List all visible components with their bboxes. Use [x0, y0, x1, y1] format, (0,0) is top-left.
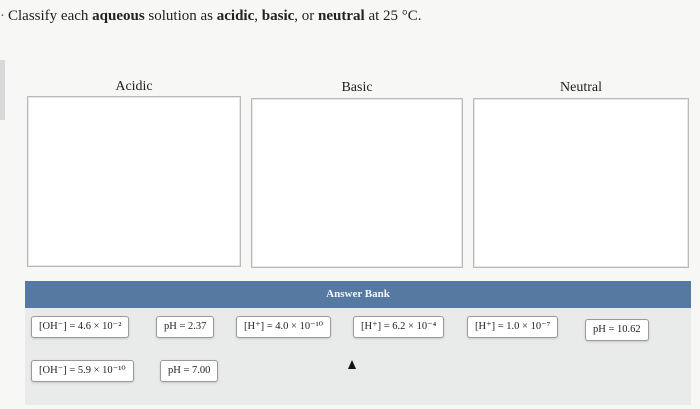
answer-bank-header: Answer Bank — [25, 281, 691, 308]
basic-drop-zone[interactable] — [251, 98, 463, 268]
answer-chip[interactable]: pH = 7.00 — [160, 360, 218, 382]
neutral-label: Neutral — [560, 80, 602, 95]
prompt-bold-neutral: neutral — [318, 8, 365, 24]
answer-chip[interactable]: pH = 2.37 — [156, 316, 214, 338]
answer-chip[interactable]: [H⁺] = 4.0 × 10⁻¹⁰ — [236, 316, 331, 338]
prompt-bold-acidic: acidic — [216, 8, 255, 24]
acidic-drop-zone[interactable] — [27, 96, 241, 267]
prompt-bold-aqueous: aqueous — [92, 8, 145, 24]
mouse-cursor-icon — [348, 360, 356, 369]
prompt-text: , — [254, 8, 262, 24]
basic-label: Basic — [341, 80, 373, 95]
prompt-text: at 25 °C. — [364, 8, 422, 24]
question-prompt — [0, 8, 422, 25]
answer-chip[interactable]: [OH⁻] = 5.9 × 10⁻¹⁰ — [31, 360, 134, 382]
answer-chip[interactable]: [H⁺] = 6.2 × 10⁻⁴ — [353, 316, 444, 338]
neutral-drop-zone[interactable] — [473, 98, 689, 268]
prompt-bold-basic: basic — [261, 8, 295, 24]
answer-chip[interactable]: [OH⁻] = 4.6 × 10⁻² — [31, 316, 129, 338]
answer-chip[interactable]: [H⁺] = 1.0 × 10⁻⁷ — [467, 316, 558, 338]
acidic-label: Acidic — [115, 79, 153, 94]
prompt-text: solution as — [144, 8, 217, 24]
answer-chip[interactable]: pH = 10.62 — [585, 319, 649, 341]
left-edge-bar — [0, 60, 5, 120]
prompt-text: Classify each — [8, 8, 93, 24]
prompt-text: , or — [294, 8, 319, 24]
bullet-marker: · — [0, 8, 5, 24]
